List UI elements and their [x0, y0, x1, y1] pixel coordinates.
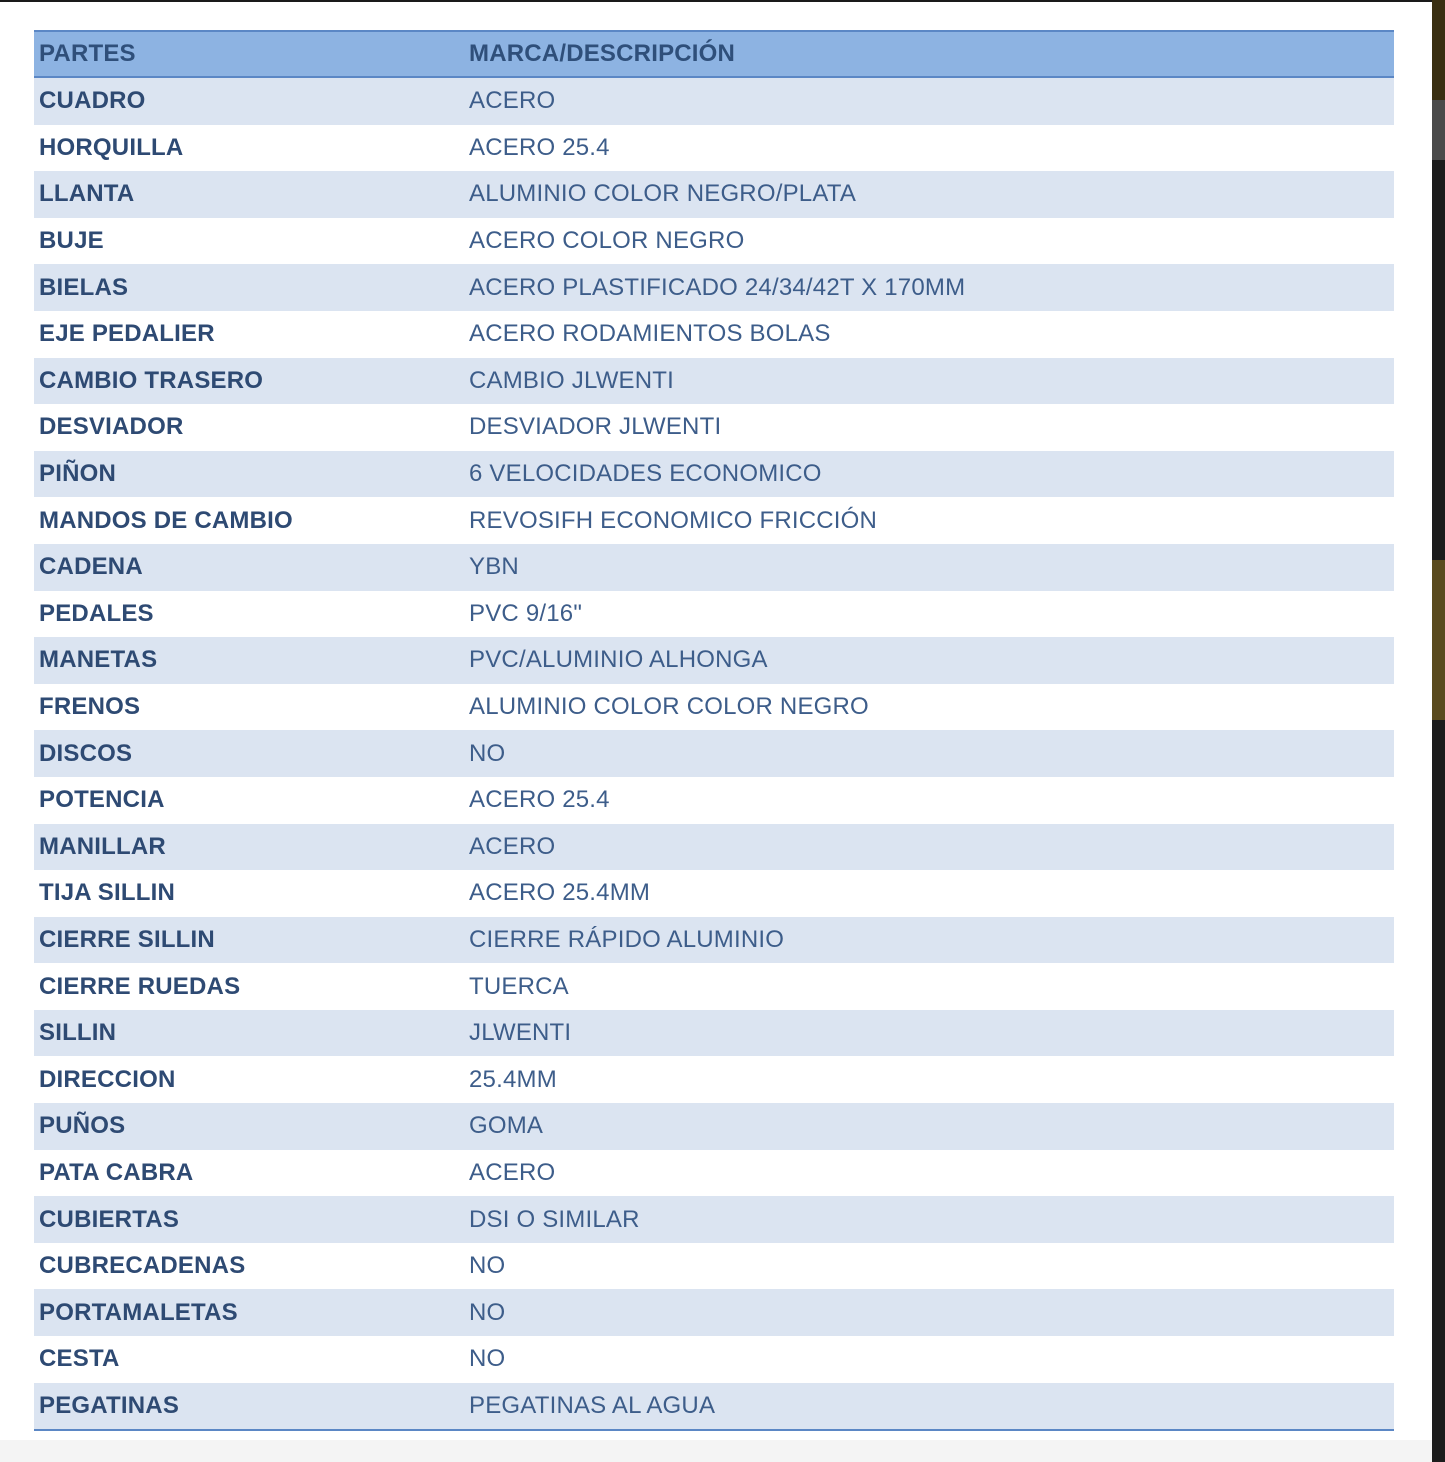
- part-description-cell: PVC 9/16": [469, 599, 583, 627]
- part-description-cell: NO: [469, 1345, 506, 1373]
- page-bottom-margin: [0, 1440, 1432, 1462]
- part-name-cell: CADENA: [39, 553, 143, 581]
- part-description-cell: ALUMINIO COLOR COLOR NEGRO: [469, 693, 869, 721]
- part-name-cell: PORTAMALETAS: [39, 1298, 238, 1326]
- part-description-cell: JLWENTI: [469, 1019, 572, 1047]
- table-row: [34, 1196, 1394, 1243]
- part-description-cell: ACERO: [469, 1158, 556, 1186]
- part-name-cell: CUADRO: [39, 87, 146, 115]
- right-gutter: [1432, 0, 1445, 1462]
- part-description-cell: TUERCA: [469, 972, 569, 1000]
- part-name-cell: PIÑON: [39, 460, 117, 488]
- part-description-cell: ALUMINIO COLOR NEGRO/PLATA: [469, 180, 857, 208]
- table-row: [34, 171, 1394, 218]
- part-name-cell: DESVIADOR: [39, 413, 184, 441]
- table-row: [34, 777, 1394, 824]
- part-description-cell: PEGATINAS AL AGUA: [464, 1383, 1394, 1431]
- part-description-cell: NO: [469, 1298, 506, 1326]
- part-description-cell: ACERO: [469, 832, 556, 860]
- part-name-cell: CIERRE RUEDAS: [39, 972, 241, 1000]
- table-row: [34, 1336, 1394, 1383]
- part-description-cell: CIERRE RÁPIDO ALUMINIO: [469, 925, 785, 953]
- part-description-cell: CAMBIO JLWENTI: [469, 366, 675, 394]
- table-row: [34, 1103, 1394, 1150]
- part-description-cell: DSI O SIMILAR: [469, 1205, 640, 1233]
- header-description: MARCA/DESCRIPCIÓN: [464, 31, 1394, 77]
- part-name-cell: POTENCIA: [39, 786, 165, 814]
- part-description-cell: ACERO 25.4: [469, 786, 610, 814]
- table-row: [34, 358, 1394, 405]
- table-row: [34, 963, 1394, 1010]
- part-description-cell: NO: [469, 1252, 506, 1280]
- table-row: [34, 451, 1394, 498]
- table-row: [34, 404, 1394, 451]
- table-row: [34, 1150, 1394, 1197]
- table-row: [34, 824, 1394, 871]
- part-description-cell: NO: [469, 739, 506, 767]
- table-row: [34, 1243, 1394, 1290]
- part-description-cell: YBN: [469, 553, 519, 581]
- header-parts: PARTES: [34, 31, 464, 77]
- part-description-cell: ACERO 25.4: [469, 133, 610, 161]
- table-row: [34, 637, 1394, 684]
- part-description-cell: 25.4MM: [469, 1065, 557, 1093]
- part-description-cell: 6 VELOCIDADES ECONOMICO: [469, 460, 822, 488]
- part-name-cell: PATA CABRA: [39, 1158, 194, 1186]
- part-name-cell: CIERRE SILLIN: [39, 925, 215, 953]
- part-name-cell: HORQUILLA: [39, 133, 184, 161]
- table-row: [34, 684, 1394, 731]
- table-row: [34, 497, 1394, 544]
- part-description-cell: GOMA: [469, 1112, 544, 1140]
- part-name-cell: CUBIERTAS: [39, 1205, 180, 1233]
- part-description-cell: PVC/ALUMINIO ALHONGA: [469, 646, 768, 674]
- part-name-cell: PEDALES: [39, 599, 154, 627]
- part-name-cell: LLANTA: [39, 180, 135, 208]
- part-name-cell: MANETAS: [39, 646, 158, 674]
- table-row: [34, 1056, 1394, 1103]
- part-name-cell: DIRECCION: [39, 1065, 176, 1093]
- table-row: [34, 870, 1394, 917]
- part-name-cell: TIJA SILLIN: [39, 879, 175, 907]
- part-description-cell: REVOSIFH ECONOMICO FRICCIÓN: [469, 506, 878, 534]
- part-description-cell: ACERO 25.4MM: [469, 879, 651, 907]
- part-name-cell: MANDOS DE CAMBIO: [39, 506, 293, 534]
- part-name-cell: DISCOS: [39, 739, 133, 767]
- part-name-cell: EJE PEDALIER: [39, 320, 215, 348]
- table-row: [34, 591, 1394, 638]
- part-description-cell: ACERO PLASTIFICADO 24/34/42T X 170MM: [469, 273, 966, 301]
- part-description-cell: ACERO: [469, 87, 556, 115]
- table-row: [34, 544, 1394, 591]
- table-row: [34, 917, 1394, 964]
- part-name-cell: PEGATINAS: [34, 1383, 464, 1431]
- part-name-cell: BIELAS: [39, 273, 129, 301]
- bike-spec-table: [34, 30, 1394, 1431]
- part-name-cell: CESTA: [39, 1345, 120, 1373]
- table-body: [34, 77, 1394, 1430]
- table-row: [34, 1383, 1394, 1431]
- part-description-cell: ACERO COLOR NEGRO: [469, 227, 745, 255]
- table-row: [34, 264, 1394, 311]
- table-row: [34, 311, 1394, 358]
- part-description-cell: DESVIADOR JLWENTI: [469, 413, 722, 441]
- table-row: [34, 1289, 1394, 1336]
- part-name-cell: FRENOS: [39, 693, 141, 721]
- table-row: [34, 730, 1394, 777]
- table-row: [34, 125, 1394, 172]
- part-name-cell: SILLIN: [39, 1019, 117, 1047]
- table-row: [34, 1010, 1394, 1057]
- table-row: [34, 218, 1394, 265]
- table-row: [34, 77, 1394, 125]
- part-name-cell: MANILLAR: [39, 832, 166, 860]
- table-header-row: [34, 31, 1394, 77]
- part-description-cell: ACERO RODAMIENTOS BOLAS: [469, 320, 831, 348]
- part-name-cell: CAMBIO TRASERO: [39, 366, 264, 394]
- part-name-cell: PUÑOS: [39, 1112, 126, 1140]
- part-name-cell: CUBRECADENAS: [39, 1252, 246, 1280]
- part-name-cell: BUJE: [39, 227, 104, 255]
